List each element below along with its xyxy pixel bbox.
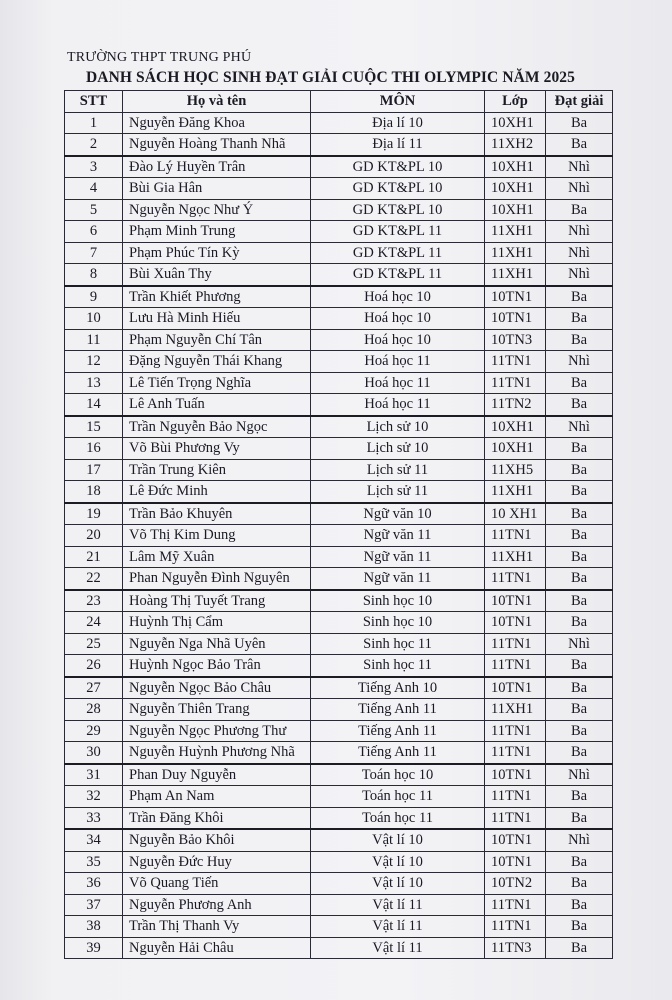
name-cell: Nguyễn Ngọc Như Ý: [123, 199, 311, 221]
subject-cell: Sinh học 10: [311, 590, 485, 612]
stt-cell: 1: [65, 112, 123, 134]
table-row: [65, 720, 613, 742]
award-cell: Ba: [546, 786, 613, 808]
class-cell: 11XH1: [485, 699, 546, 721]
class-cell: 10TN1: [485, 590, 546, 612]
award-cell: Nhì: [546, 764, 613, 786]
table-row: [65, 851, 613, 873]
name-cell: Nguyễn Thiên Trang: [123, 699, 311, 721]
name-cell: Võ Quang Tiến: [123, 873, 311, 895]
table-row: [65, 655, 613, 677]
stt-cell: 23: [65, 590, 123, 612]
subject-cell: Toán học 11: [311, 807, 485, 829]
award-cell: Ba: [546, 525, 613, 547]
class-cell: 11TN1: [485, 655, 546, 677]
class-cell: 11TN1: [485, 807, 546, 829]
subject-cell: Ngữ văn 11: [311, 568, 485, 590]
stt-cell: 4: [65, 178, 123, 200]
name-cell: Trần Đăng Khôi: [123, 807, 311, 829]
class-cell: 10XH1: [485, 438, 546, 460]
class-cell: 11TN3: [485, 937, 546, 959]
award-cell: Ba: [546, 503, 613, 525]
award-cell: Nhì: [546, 221, 613, 243]
subject-cell: Vật lí 11: [311, 894, 485, 916]
name-cell: Trần Thị Thanh Vy: [123, 916, 311, 938]
subject-cell: Vật lí 10: [311, 873, 485, 895]
stt-cell: 2: [65, 134, 123, 156]
subject-cell: Tiếng Anh 11: [311, 742, 485, 764]
stt-cell: 34: [65, 829, 123, 851]
table-row: [65, 112, 613, 134]
award-cell: Ba: [546, 699, 613, 721]
name-cell: Lâm Mỹ Xuân: [123, 546, 311, 568]
stt-cell: 11: [65, 329, 123, 351]
stt-cell: 21: [65, 546, 123, 568]
table-row: [65, 568, 613, 590]
award-cell: Nhì: [546, 178, 613, 200]
header-stt: STT: [65, 91, 123, 113]
header-subject: MÔN: [311, 91, 485, 113]
subject-cell: Vật lí 10: [311, 851, 485, 873]
award-cell: Ba: [546, 546, 613, 568]
name-cell: Nguyễn Hoàng Thanh Nhã: [123, 134, 311, 156]
stt-cell: 7: [65, 242, 123, 264]
table-row: [65, 764, 613, 786]
class-cell: 11TN1: [485, 351, 546, 373]
name-cell: Nguyễn Ngọc Phương Thư: [123, 720, 311, 742]
school-name: TRƯỜNG THPT TRUNG PHÚ: [67, 50, 252, 65]
table-row: [65, 199, 613, 221]
class-cell: 10TN1: [485, 612, 546, 634]
name-cell: Bùi Gia Hân: [123, 178, 311, 200]
award-cell: Ba: [546, 873, 613, 895]
table-row: [65, 459, 613, 481]
class-cell: 10XH1: [485, 112, 546, 134]
stt-cell: 22: [65, 568, 123, 590]
name-cell: Phan Nguyễn Đình Nguyên: [123, 568, 311, 590]
award-cell: Nhì: [546, 633, 613, 655]
subject-cell: Hoá học 11: [311, 394, 485, 416]
subject-cell: Ngữ văn 11: [311, 525, 485, 547]
subject-cell: Hoá học 10: [311, 308, 485, 330]
subject-cell: Toán học 11: [311, 786, 485, 808]
class-cell: 11TN1: [485, 742, 546, 764]
stt-cell: 16: [65, 438, 123, 460]
name-cell: Nguyễn Phương Anh: [123, 894, 311, 916]
name-cell: Huỳnh Ngọc Bảo Trân: [123, 655, 311, 677]
subject-cell: GD KT&PL 11: [311, 221, 485, 243]
stt-cell: 29: [65, 720, 123, 742]
class-cell: 10XH1: [485, 199, 546, 221]
class-cell: 10TN1: [485, 851, 546, 873]
stt-cell: 31: [65, 764, 123, 786]
stt-cell: 10: [65, 308, 123, 330]
stt-cell: 6: [65, 221, 123, 243]
class-cell: 10XH1: [485, 156, 546, 178]
award-cell: Ba: [546, 742, 613, 764]
subject-cell: Lịch sử 10: [311, 438, 485, 460]
stt-cell: 26: [65, 655, 123, 677]
class-cell: 11XH2: [485, 134, 546, 156]
header-name: Họ và tên: [123, 91, 311, 113]
award-cell: Ba: [546, 459, 613, 481]
table-row: [65, 372, 613, 394]
name-cell: Nguyễn Hải Châu: [123, 937, 311, 959]
class-cell: 11TN1: [485, 916, 546, 938]
stt-cell: 15: [65, 416, 123, 438]
award-cell: Ba: [546, 916, 613, 938]
subject-cell: GD KT&PL 10: [311, 178, 485, 200]
class-cell: 11TN1: [485, 786, 546, 808]
subject-cell: Lịch sử 10: [311, 416, 485, 438]
name-cell: Nguyễn Ngọc Bảo Châu: [123, 677, 311, 699]
award-cell: Ba: [546, 720, 613, 742]
subject-cell: Sinh học 11: [311, 633, 485, 655]
class-cell: 10TN1: [485, 308, 546, 330]
award-cell: Ba: [546, 894, 613, 916]
stt-cell: 9: [65, 286, 123, 308]
class-cell: 10XH1: [485, 416, 546, 438]
award-cell: Ba: [546, 655, 613, 677]
table-row: [65, 242, 613, 264]
table-row: [65, 937, 613, 959]
award-cell: Ba: [546, 329, 613, 351]
name-cell: Võ Thị Kim Dung: [123, 525, 311, 547]
subject-cell: Toán học 10: [311, 764, 485, 786]
subject-cell: Lịch sử 11: [311, 481, 485, 503]
table-row: [65, 264, 613, 286]
table-row: [65, 829, 613, 851]
table-row: [65, 546, 613, 568]
awards-table: [64, 90, 613, 959]
table-row: [65, 134, 613, 156]
name-cell: Lê Anh Tuấn: [123, 394, 311, 416]
award-cell: Ba: [546, 807, 613, 829]
name-cell: Nguyễn Bảo Khôi: [123, 829, 311, 851]
subject-cell: Địa lí 10: [311, 112, 485, 134]
table-row: [65, 590, 613, 612]
stt-cell: 39: [65, 937, 123, 959]
table-row: [65, 416, 613, 438]
award-cell: Ba: [546, 568, 613, 590]
award-cell: Nhì: [546, 416, 613, 438]
award-cell: Ba: [546, 438, 613, 460]
class-cell: 10TN1: [485, 829, 546, 851]
name-cell: Nguyễn Đăng Khoa: [123, 112, 311, 134]
stt-cell: 24: [65, 612, 123, 634]
class-cell: 11TN1: [485, 894, 546, 916]
award-cell: Ba: [546, 372, 613, 394]
table-row: [65, 873, 613, 895]
subject-cell: Ngữ văn 10: [311, 503, 485, 525]
table-row: [65, 894, 613, 916]
award-cell: Ba: [546, 394, 613, 416]
name-cell: Trần Nguyễn Bảo Ngọc: [123, 416, 311, 438]
stt-cell: 38: [65, 916, 123, 938]
award-cell: Ba: [546, 134, 613, 156]
stt-cell: 5: [65, 199, 123, 221]
stt-cell: 17: [65, 459, 123, 481]
class-cell: 10TN1: [485, 286, 546, 308]
name-cell: Phạm Nguyễn Chí Tân: [123, 329, 311, 351]
subject-cell: GD KT&PL 11: [311, 242, 485, 264]
name-cell: Hoàng Thị Tuyết Trang: [123, 590, 311, 612]
name-cell: Huỳnh Thị Cẩm: [123, 612, 311, 634]
stt-cell: 37: [65, 894, 123, 916]
name-cell: Bùi Xuân Thy: [123, 264, 311, 286]
table-row: [65, 438, 613, 460]
award-cell: Ba: [546, 612, 613, 634]
name-cell: Trần Trung Kiên: [123, 459, 311, 481]
table-row: [65, 156, 613, 178]
stt-cell: 30: [65, 742, 123, 764]
table-row: [65, 394, 613, 416]
table-row: [65, 807, 613, 829]
class-cell: 11XH5: [485, 459, 546, 481]
name-cell: Nguyễn Đức Huy: [123, 851, 311, 873]
table-row: [65, 308, 613, 330]
award-cell: Nhì: [546, 156, 613, 178]
stt-cell: 13: [65, 372, 123, 394]
name-cell: Phan Duy Nguyễn: [123, 764, 311, 786]
class-cell: 11TN1: [485, 372, 546, 394]
stt-cell: 28: [65, 699, 123, 721]
header-award: Đạt giải: [546, 91, 613, 113]
stt-cell: 20: [65, 525, 123, 547]
class-cell: 10XH1: [485, 178, 546, 200]
award-cell: Nhì: [546, 351, 613, 373]
table-row: [65, 481, 613, 503]
subject-cell: Hoá học 11: [311, 372, 485, 394]
award-cell: Ba: [546, 199, 613, 221]
name-cell: Phạm Minh Trung: [123, 221, 311, 243]
award-cell: Nhì: [546, 264, 613, 286]
award-cell: Ba: [546, 677, 613, 699]
table-row: [65, 612, 613, 634]
name-cell: Lưu Hà Minh Hiếu: [123, 308, 311, 330]
stt-cell: 27: [65, 677, 123, 699]
stt-cell: 8: [65, 264, 123, 286]
subject-cell: GD KT&PL 10: [311, 199, 485, 221]
table-row: [65, 633, 613, 655]
class-cell: 11TN1: [485, 568, 546, 590]
stt-cell: 35: [65, 851, 123, 873]
stt-cell: 18: [65, 481, 123, 503]
stt-cell: 14: [65, 394, 123, 416]
name-cell: Lê Tiến Trọng Nghĩa: [123, 372, 311, 394]
table-row: [65, 742, 613, 764]
subject-cell: Vật lí 11: [311, 937, 485, 959]
subject-cell: Hoá học 11: [311, 351, 485, 373]
class-cell: 11TN1: [485, 720, 546, 742]
stt-cell: 25: [65, 633, 123, 655]
class-cell: 11XH1: [485, 221, 546, 243]
name-cell: Nguyễn Nga Nhã Uyên: [123, 633, 311, 655]
subject-cell: GD KT&PL 11: [311, 264, 485, 286]
subject-cell: Tiếng Anh 11: [311, 699, 485, 721]
document-title: DANH SÁCH HỌC SINH ĐẠT GIẢI CUỘC THI OLYMPIC NĂM 2025: [86, 69, 576, 86]
award-cell: Ba: [546, 937, 613, 959]
name-cell: Đào Lý Huyền Trân: [123, 156, 311, 178]
class-cell: 11XH1: [485, 546, 546, 568]
subject-cell: Địa lí 11: [311, 134, 485, 156]
subject-cell: Vật lí 11: [311, 916, 485, 938]
table-row: [65, 677, 613, 699]
subject-cell: Hoá học 10: [311, 286, 485, 308]
name-cell: Phạm An Nam: [123, 786, 311, 808]
table-row: [65, 221, 613, 243]
award-cell: Ba: [546, 481, 613, 503]
name-cell: Trần Bảo Khuyên: [123, 503, 311, 525]
class-cell: 11TN1: [485, 633, 546, 655]
name-cell: Lê Đức Minh: [123, 481, 311, 503]
class-cell: 11TN1: [485, 525, 546, 547]
class-cell: 10TN1: [485, 677, 546, 699]
subject-cell: Lịch sử 11: [311, 459, 485, 481]
class-cell: 11XH1: [485, 264, 546, 286]
header-class: Lớp: [485, 91, 546, 113]
award-cell: Nhì: [546, 829, 613, 851]
table-body: [65, 112, 613, 959]
award-cell: Ba: [546, 308, 613, 330]
class-cell: 11XH1: [485, 242, 546, 264]
name-cell: Nguyễn Huỳnh Phương Nhã: [123, 742, 311, 764]
award-cell: Ba: [546, 851, 613, 873]
table-row: [65, 351, 613, 373]
stt-cell: 32: [65, 786, 123, 808]
name-cell: Phạm Phúc Tín Kỳ: [123, 242, 311, 264]
award-cell: Ba: [546, 112, 613, 134]
stt-cell: 3: [65, 156, 123, 178]
table-row: [65, 786, 613, 808]
class-cell: 10TN2: [485, 873, 546, 895]
table-row: [65, 503, 613, 525]
table-row: [65, 525, 613, 547]
stt-cell: 33: [65, 807, 123, 829]
class-cell: 10TN1: [485, 764, 546, 786]
table-header-row: [65, 91, 613, 113]
subject-cell: Hoá học 10: [311, 329, 485, 351]
table-row: [65, 329, 613, 351]
subject-cell: Sinh học 11: [311, 655, 485, 677]
subject-cell: Tiếng Anh 10: [311, 677, 485, 699]
award-cell: Ba: [546, 590, 613, 612]
table-row: [65, 699, 613, 721]
subject-cell: GD KT&PL 10: [311, 156, 485, 178]
stt-cell: 36: [65, 873, 123, 895]
subject-cell: Tiếng Anh 11: [311, 720, 485, 742]
class-cell: 10TN3: [485, 329, 546, 351]
table-row: [65, 286, 613, 308]
class-cell: 11XH1: [485, 481, 546, 503]
award-cell: Ba: [546, 286, 613, 308]
subject-cell: Ngữ văn 11: [311, 546, 485, 568]
name-cell: Võ Bùi Phương Vy: [123, 438, 311, 460]
name-cell: Trần Khiết Phương: [123, 286, 311, 308]
class-cell: 11TN2: [485, 394, 546, 416]
stt-cell: 12: [65, 351, 123, 373]
subject-cell: Vật lí 10: [311, 829, 485, 851]
subject-cell: Sinh học 10: [311, 612, 485, 634]
name-cell: Đặng Nguyễn Thái Khang: [123, 351, 311, 373]
award-cell: Nhì: [546, 242, 613, 264]
class-cell: 10 XH1: [485, 503, 546, 525]
stt-cell: 19: [65, 503, 123, 525]
table-row: [65, 916, 613, 938]
table-row: [65, 178, 613, 200]
